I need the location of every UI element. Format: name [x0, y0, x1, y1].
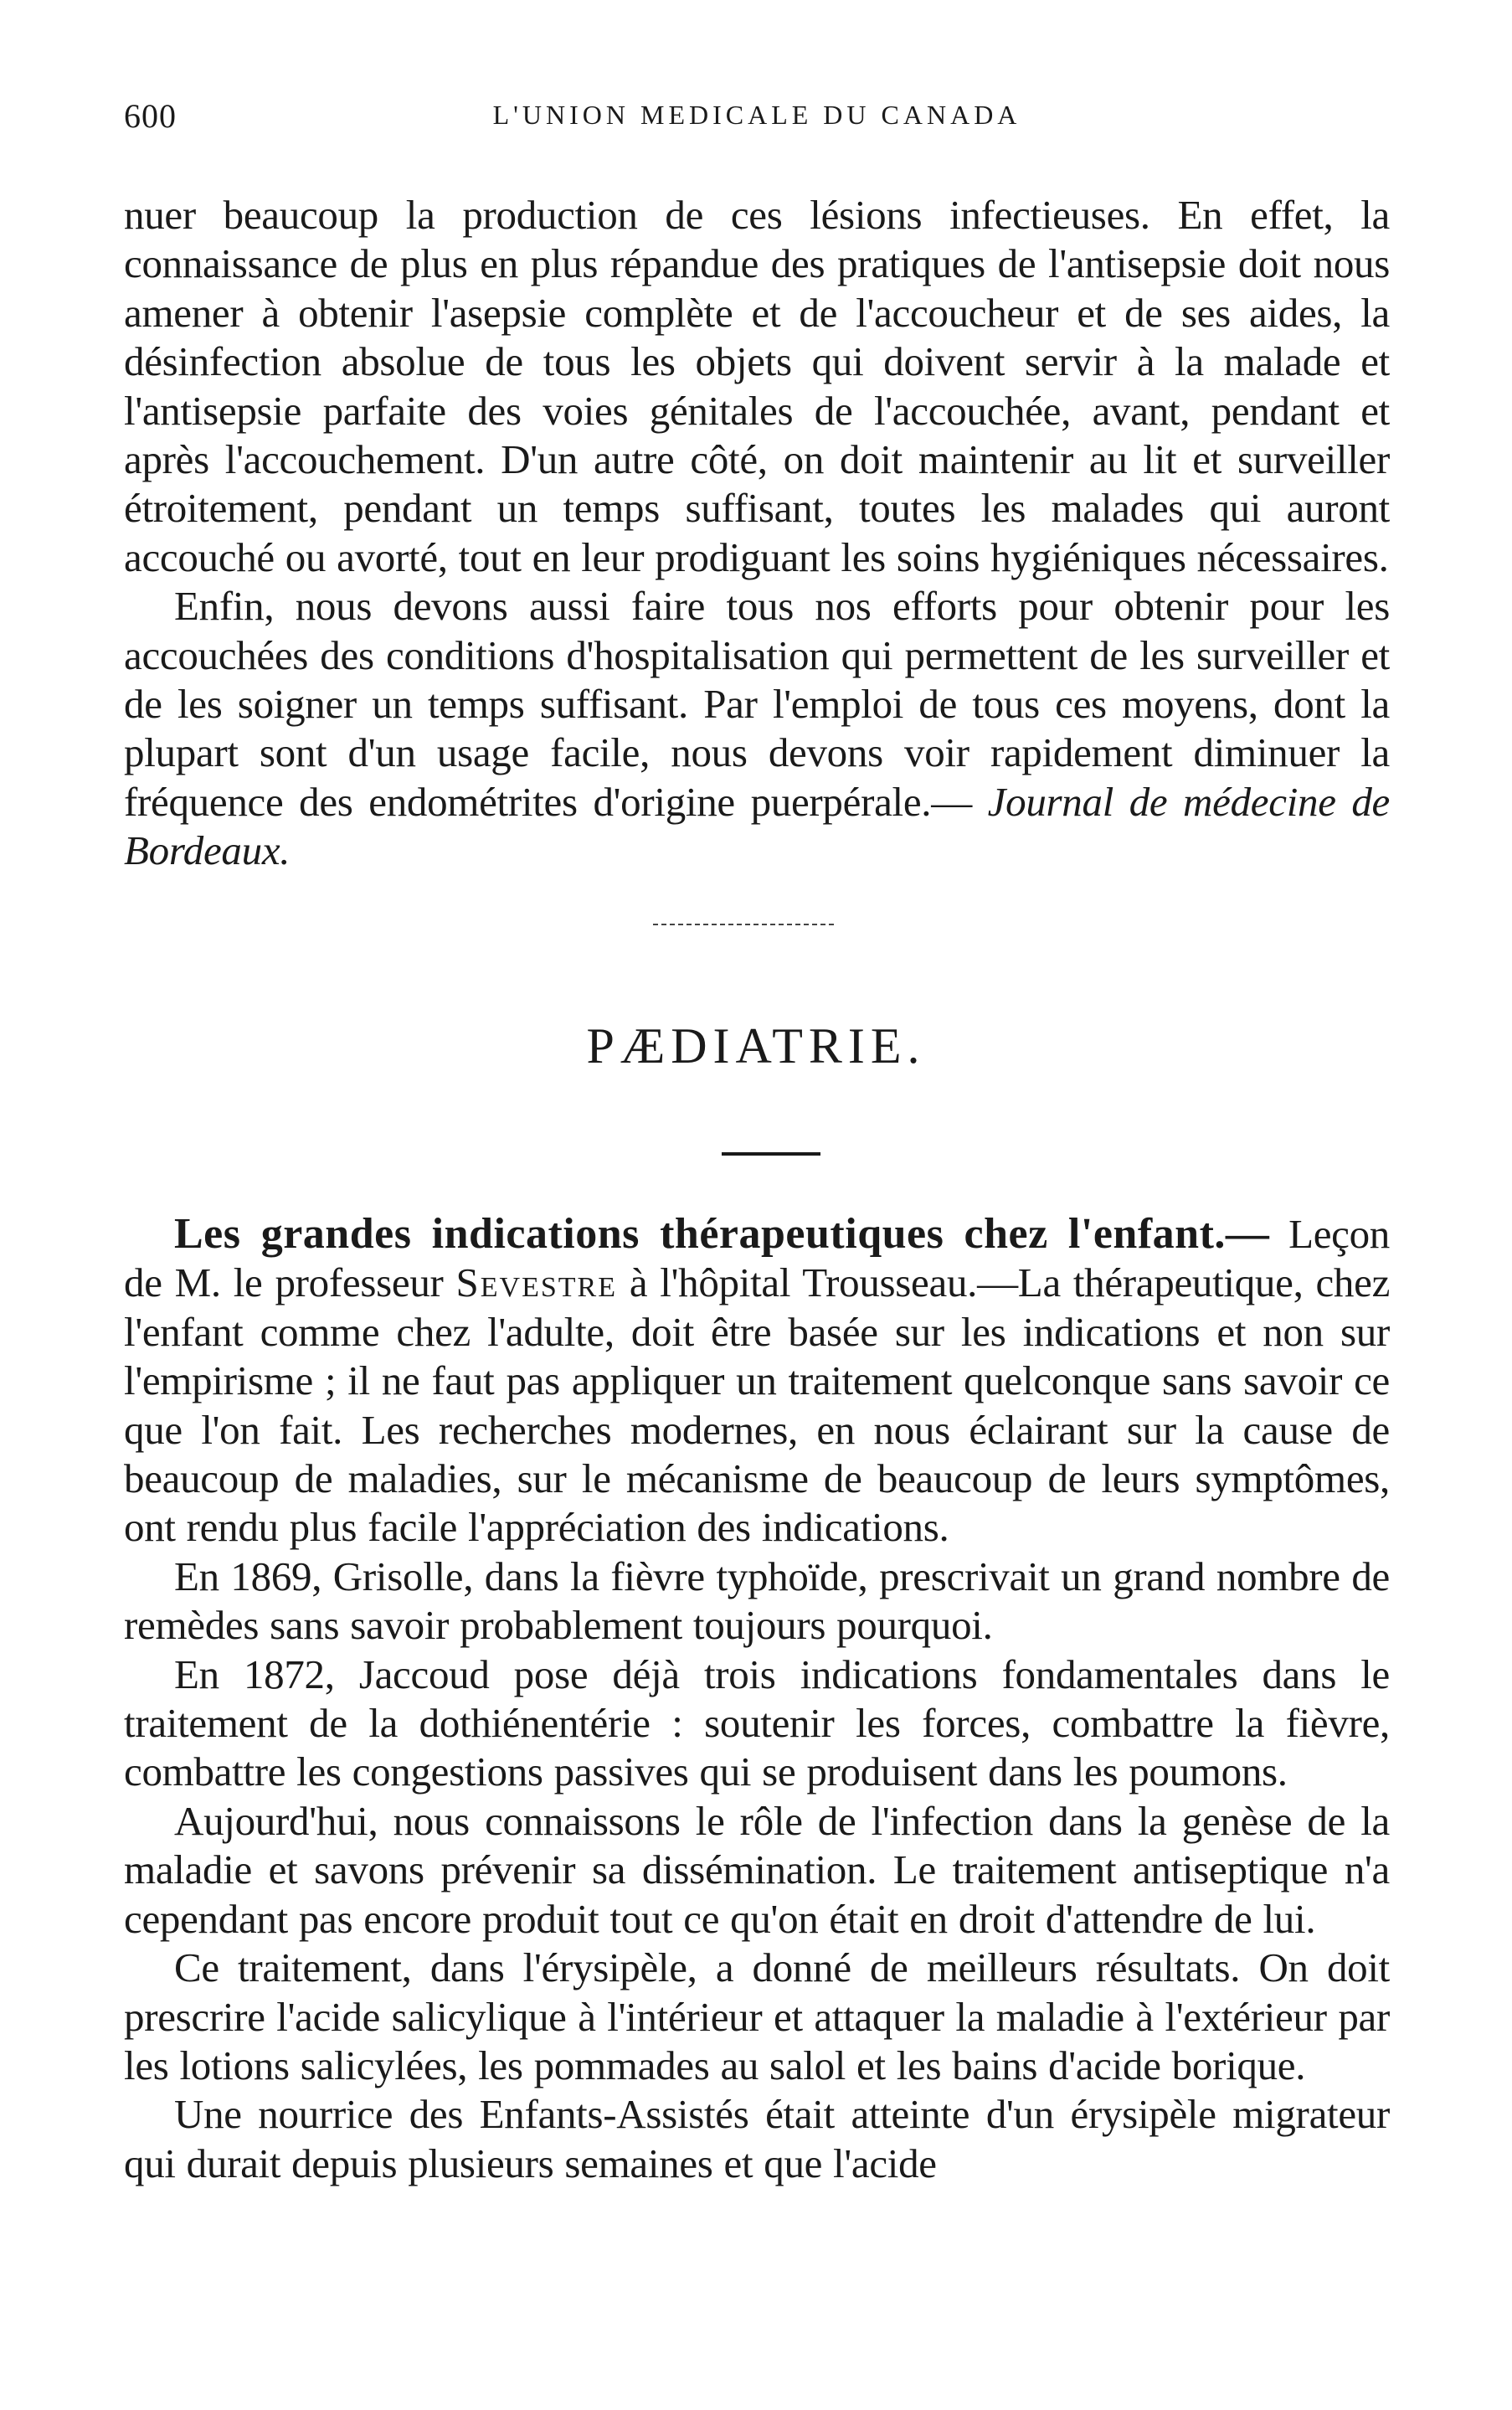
paragraph-continuation: nuer beaucoup la production de ces lésions infectieuses. En effet, la connaissance de plus en plus répandue des pratiques de l'antisepsie doit nous amener à obtenir l'asepsie complète et de l'accoucheur et de ses aides, la désinfection absolue de tous les objets qui doivent servir à la malade et l'antisepsie parfaite des voies génitales de l'accouchée, avant, pendant et après l'accouchement. D'un autre côté, on doit maintenir au lit et surveiller étroitement, pendant un temps suffisant, toutes les malades qui auront accouché ou avorté, tout en leur prodiguant les soins hygiéniques nécessaires. [124, 192, 1390, 580]
paragraph-jaccoud: En 1872, Jaccoud pose déjà trois indications fondamentales dans le traitement de la dothiénentérie : soutenir les forces, combattre la fièvre, combattre les congestions passives qui se produisent dans les poumons. [124, 1650, 1390, 1795]
paragraph-nourrice: Une nourrice des Enfants-Assistés était atteinte d'un érysipèle migrateur qui durait depuis plusieurs semaines et que l'acide [124, 2091, 1390, 2186]
paragraph-erysipele: Ce traitement, dans l'érysipèle, a donné de meilleurs résultats. On doit prescrire l'acide salicylique à l'intérieur et attaquer la maladie à l'extérieur par les lotions salicylées, les pommades au salol et les bains d'acide borique. [124, 1944, 1390, 2088]
conclusion-text: Enfin, nous devons aussi faire tous nos efforts pour obtenir pour les accouchées des conditions d'hospitalisation qui permettent de les surveiller et de les soigner un temps suffisant. Par l'emploi de tous ces moyens, dont la plupart sont d'un usage facile, nous devons voir rapidement diminuer la fréquence des endométrites d'origine puerpérale.— [124, 583, 1390, 825]
lecture-text: à l'hôpital Trousseau.—La thérapeutique, chez l'enfant comme chez l'adulte, doit être basée sur les indications et non sur l'empirisme ; il ne faut pas appliquer un traitement quelconque sans savoir ce que l'on fait. Les recherches modernes, en nous éclairant sur la cause de beaucoup de maladies, sur le mécanisme de beaucoup de leurs symptômes, ont rendu plus facile l'appréciation des indications. [124, 1259, 1391, 1551]
section-separator [653, 924, 834, 925]
top-section [124, 191, 1390, 876]
article-lead-paragraph [124, 1210, 1390, 1553]
journal-citation: Journal de médecine de Bordeaux. [124, 778, 1391, 874]
running-title: L'UNION MEDICALE DU CANADA [492, 100, 1021, 130]
professor-name: Sevestre [455, 1259, 617, 1306]
article [124, 1210, 1390, 2188]
paragraph-conclusion [124, 582, 1390, 875]
paragraph-grisolle: En 1869, Grisolle, dans la fièvre typhoïde, prescrivait un grand nombre de remèdes sans savoir probablement toujours pourquoi. [124, 1553, 1390, 1649]
paragraph-infection: Aujourd'hui, nous connaissons le rôle de l'infection dans la genèse de la maladie et savons prévenir sa dissémination. Le traitement antiseptique n'a cependant pas encore produit tout ce qu'on était en droit d'attendre de lui. [124, 1797, 1390, 1942]
page-header [124, 96, 1390, 147]
page-number: 600 [124, 97, 177, 135]
section-title: PÆDIATRIE. [586, 1018, 926, 1074]
lecture-prefix: Leçon de M. le professeur [124, 1211, 1390, 1306]
article-title: Les grandes indications thérapeutiques chez l'enfant.— [174, 1210, 1270, 1258]
title-rule [722, 1152, 820, 1156]
